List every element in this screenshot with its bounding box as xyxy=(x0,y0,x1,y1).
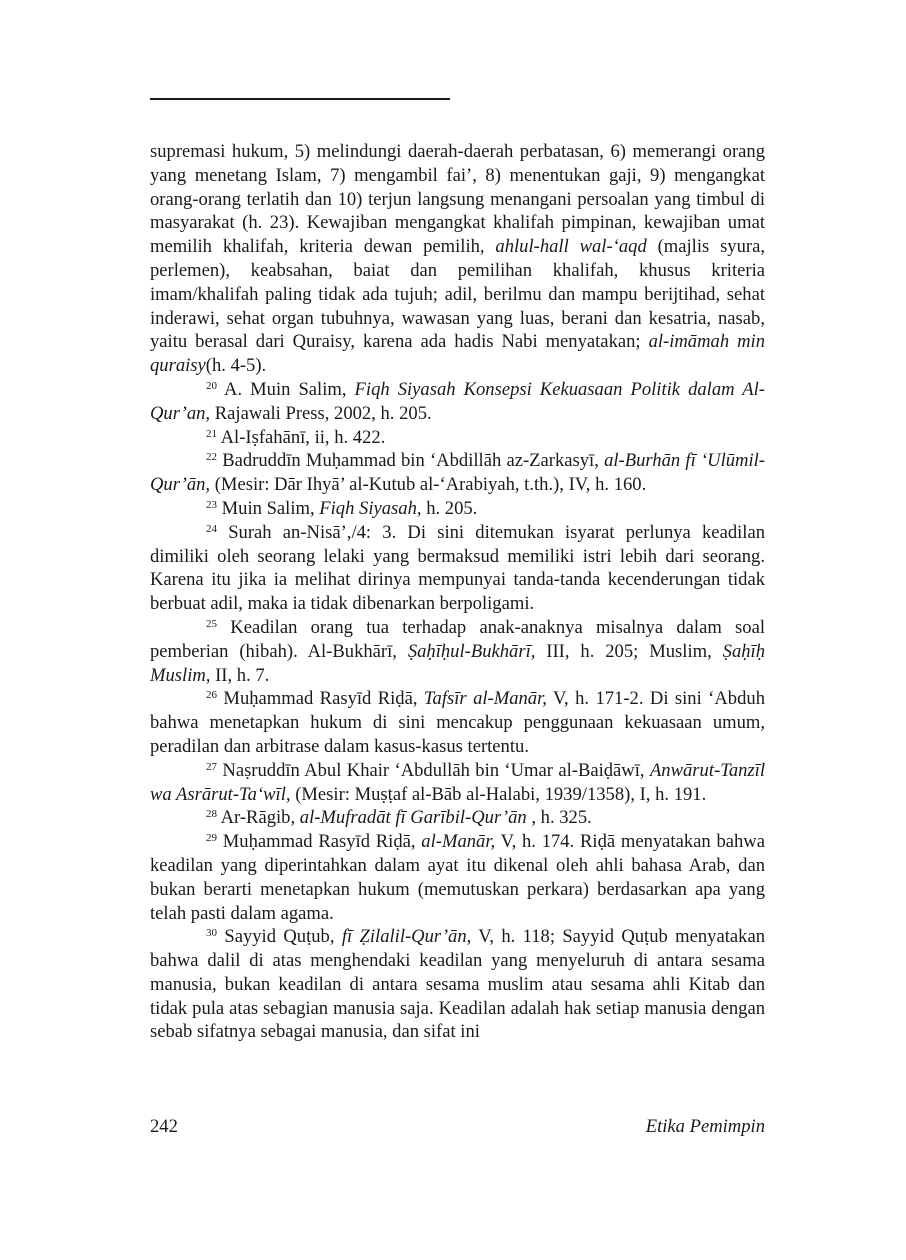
footnote-number: 26 xyxy=(206,689,217,702)
footnote-number: 30 xyxy=(206,927,217,940)
footnote-number: 21 xyxy=(206,427,217,440)
footnote-number: 27 xyxy=(206,760,217,773)
footnote-number: 25 xyxy=(206,617,217,630)
footnote-29: $^{29}$ Muḥammad Rasyīd Riḍā, al-Manār, V, h. 174. Riḍā menyatakan bahwa keadilan yang diperintahkan dalam ayat itu dikenal oleh ahli bahasa Arab, dan bukan berarti menetapkan hukum (memutuskan perkara) berdasarkan apa yang telah pasti dalam agama. xyxy=(150,831,765,924)
footnote-23: $^{23}$ Muin Salim, Fiqh Siyasah, h. 205. xyxy=(206,497,478,519)
footnote-number: 29 xyxy=(206,832,217,845)
footnote-24: $^{24}$ Surah an-Nisā’,/4: 3. Di sini ditemukan isyarat perlunya keadilan dimiliki oleh seorang lelaki yang bermaksud memiliki istri lebih dari seorang. Karena itu jika ia melihat dirinya mempunyai tanda-tanda kecenderungan tidak berbuat adil, maka ia tidak dibenarkan berpoligami. xyxy=(150,521,765,615)
footnote-continuation: supremasi hukum, 5) melindungi daerah-daerah perbatasan, 6) memerangi orang yang menetang Islam, 7) mengambil fai’, 8) menentukan gaji, 9) mengangkat orang-orang terlatih dan 10) terjun langsung menangani persoalan yang timbul di masyarakat (h. 23). Kewajiban mengangkat khalifah pimpinan, kewajiban umat memilih khalifah, kriteria dewan pemilih, ahlul-hall wal-‘aqd (majlis syura, perlemen), keabsahan, baiat dan pemilihan khalifah, khusus kriteria imam/khalifah paling tidak ada tujuh; adil, berilmu dan mampu berijtihad, sehat inderawi, sehat organ tubuhnya, wawasan yang luas, berani dan kesatria, nasab, yaitu berasal dari Quraisy, karena ada hadis Nabi menyatakan; al-imāmah min quraisy(h. 4-5). xyxy=(150,141,765,377)
footnote-28: $^{28}$ Ar-Rāgib, al-Mufradāt fī Garībil-Qur’ān , h. 325. xyxy=(206,807,592,829)
footnote-27: $^{27}$ Naṣruddīn Abul Khair ‘Abdullāh bin ‘Umar al-Baiḍāwī, Anwārut-Tanzīl wa Asrārut-Ta‘wīl, (Mesir: Muṣṭaf al-Bāb al-Halabi, 1939/1358), I, h. 191. xyxy=(150,759,765,805)
footnote-30: $^{30}$ Sayyid Quṭub, fī Ẓilalil-Qur’ān, V, h. 118; Sayyid Quṭub menyatakan bahwa dalil di atas menghendaki keadilan yang menyeluruh di antara sesama manusia, bukan keadilan di antara sesama muslim atau sesama ahli Kitab dan tidak pula atas sebagian manusia saja. Keadilan adalah hak setiap manusia dengan sebab sifatnya sebagai manusia, dan sifat ini xyxy=(150,926,765,1043)
footnote-25: $^{25}$ Keadilan orang tua terhadap anak-anaknya misalnya dalam soal pemberian (hibah). Al-Bukhārī, Ṣaḥīḥul-Bukhārī, III, h. 205; Muslim, Ṣaḥīḥ Muslim, II, h. 7. xyxy=(150,616,765,686)
footnote-21: $^{21}$ Al-Iṣfahānī, ii, h. 422. xyxy=(206,426,386,448)
page-footer xyxy=(150,1116,765,1142)
footnote-22: $^{22}$ Badruddīn Muḥammad bin ‘Abdillāh az-Zarkasyī, al-Burhān fī ‘Ulūmil-Qur’ān, (Mesir: Dār Ihyā’ al-Kutub al-‘Arabiyah, t.th.), IV, h. 160. xyxy=(150,450,765,496)
footnote-separator-rule xyxy=(150,98,450,100)
footnote-number: 23 xyxy=(206,498,217,511)
footnote-number: 24 xyxy=(206,522,217,535)
footnote-number: 20 xyxy=(206,379,217,392)
footnotes xyxy=(150,140,765,1044)
footnote-number: 22 xyxy=(206,451,217,464)
page-number: 242 xyxy=(150,1116,178,1137)
running-title: Etika Pemimpin xyxy=(645,1116,765,1137)
footnote-26: $^{26}$ Muḥammad Rasyīd Riḍā, Tafsīr al-Manār, V, h. 171-2. Di sini ‘Abduh bahwa menetapkan hukum di sini mencakup penggunaan kekuasaan umum, peradilan dan arbitrase dalam kasus-kasus tertentu. xyxy=(150,688,765,757)
footnote-number: 28 xyxy=(206,808,217,821)
footnote-20: $^{20}$ A. Muin Salim, Fiqh Siyasah Konsepsi Kekuasaan Politik dalam Al-Qur’an, Rajawali Press, 2002, h. 205. xyxy=(150,378,765,424)
